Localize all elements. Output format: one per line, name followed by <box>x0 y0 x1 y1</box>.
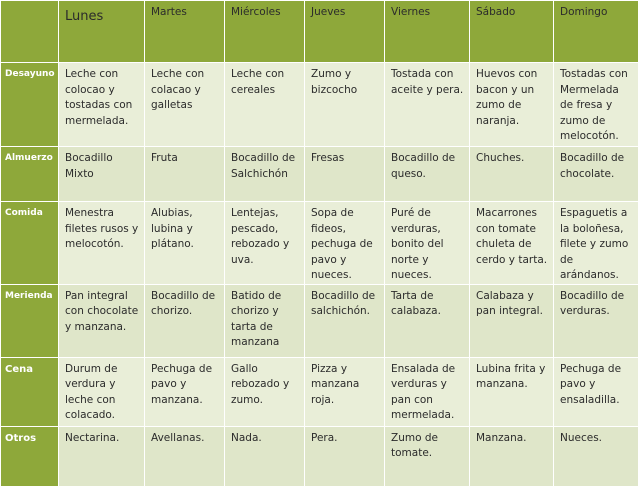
menu-cell: Batido de chorizo y tarta de manzana <box>225 284 305 357</box>
menu-cell: Bocadillo de verduras. <box>554 284 638 357</box>
meal-label-desayuno: Desayuno <box>1 63 59 147</box>
menu-cell: Avellanas. <box>145 426 225 486</box>
menu-cell: Sopa de fideos, pechuga de pavo y nueces. <box>305 202 385 285</box>
meal-label-comida: Comida <box>1 202 59 285</box>
menu-cell: Tostada con aceite y pera. <box>385 63 470 147</box>
meal-row-otros <box>1 426 638 486</box>
menu-cell: Pan integral con chocolate y manzana. <box>59 284 145 357</box>
meal-row-cena <box>1 357 638 426</box>
meal-label-cena: Cena <box>1 357 59 426</box>
menu-cell: Bocadillo de chocolate. <box>554 147 638 202</box>
menu-cell: Menestra filetes rusos y melocotón. <box>59 202 145 285</box>
menu-cell: Pizza y manzana roja. <box>305 357 385 426</box>
menu-cell: Pechuga de pavo y ensaladilla. <box>554 357 638 426</box>
menu-cell: Bocadillo de chorizo. <box>145 284 225 357</box>
menu-cell: Alubias, lubina y plátano. <box>145 202 225 285</box>
menu-cell: Zumo de tomate. <box>385 426 470 486</box>
menu-cell: Manzana. <box>470 426 554 486</box>
menu-cell: Calabaza y pan integral. <box>470 284 554 357</box>
meal-row-almuerzo <box>1 147 638 202</box>
menu-cell: Lubina frita y manzana. <box>470 357 554 426</box>
menu-cell: Leche con cereales <box>225 63 305 147</box>
day-header-jueves: Jueves <box>305 1 385 63</box>
menu-cell: Bocadillo Mixto <box>59 147 145 202</box>
day-header-martes: Martes <box>145 1 225 63</box>
menu-cell: Chuches. <box>470 147 554 202</box>
day-header-domingo: Domingo <box>554 1 638 63</box>
menu-cell: Gallo rebozado y zumo. <box>225 357 305 426</box>
day-header-sabado: Sábado <box>470 1 554 63</box>
meal-row-merienda <box>1 284 638 357</box>
menu-cell: Zumo y bizcocho <box>305 63 385 147</box>
menu-cell: Pera. <box>305 426 385 486</box>
corner-cell <box>1 1 59 63</box>
menu-cell: Tostadas con Mermelada de fresa y zumo de melocotón. <box>554 63 638 147</box>
meal-row-desayuno <box>1 63 638 147</box>
meal-label-otros: Otros <box>1 426 59 486</box>
menu-cell: Fruta <box>145 147 225 202</box>
menu-cell: Nectarina. <box>59 426 145 486</box>
menu-cell: Bocadillo de queso. <box>385 147 470 202</box>
menu-cell: Tarta de calabaza. <box>385 284 470 357</box>
header-row <box>1 1 638 63</box>
menu-cell: Macarrones con tomate chuleta de cerdo y tarta. <box>470 202 554 285</box>
menu-cell: Ensalada de verduras y pan con mermelada. <box>385 357 470 426</box>
menu-cell: Bocadillo de Salchichón <box>225 147 305 202</box>
day-header-viernes: Viernes <box>385 1 470 63</box>
menu-cell: Bocadillo de salchichón. <box>305 284 385 357</box>
meal-label-merienda: Merienda <box>1 284 59 357</box>
menu-cell: Nueces. <box>554 426 638 486</box>
meal-label-almuerzo: Almuerzo <box>1 147 59 202</box>
menu-cell: Huevos con bacon y un zumo de naranja. <box>470 63 554 147</box>
menu-cell: Lentejas, pescado, rebozado y uva. <box>225 202 305 285</box>
day-header-miercoles: Miércoles <box>225 1 305 63</box>
menu-cell: Fresas <box>305 147 385 202</box>
menu-cell: Pechuga de pavo y manzana. <box>145 357 225 426</box>
menu-cell: Puré de verduras, bonito del norte y nueces. <box>385 202 470 285</box>
day-header-lunes: Lunes <box>59 1 145 63</box>
meal-row-comida <box>1 202 638 285</box>
menu-cell: Espaguetis a la boloñesa, filete y zumo de arándanos. <box>554 202 638 285</box>
menu-cell: Nada. <box>225 426 305 486</box>
menu-cell: Durum de verdura y leche con colacado. <box>59 357 145 426</box>
menu-cell: Leche con colocao y tostadas con mermelada. <box>59 63 145 147</box>
menu-cell: Leche con colacao y galletas <box>145 63 225 147</box>
